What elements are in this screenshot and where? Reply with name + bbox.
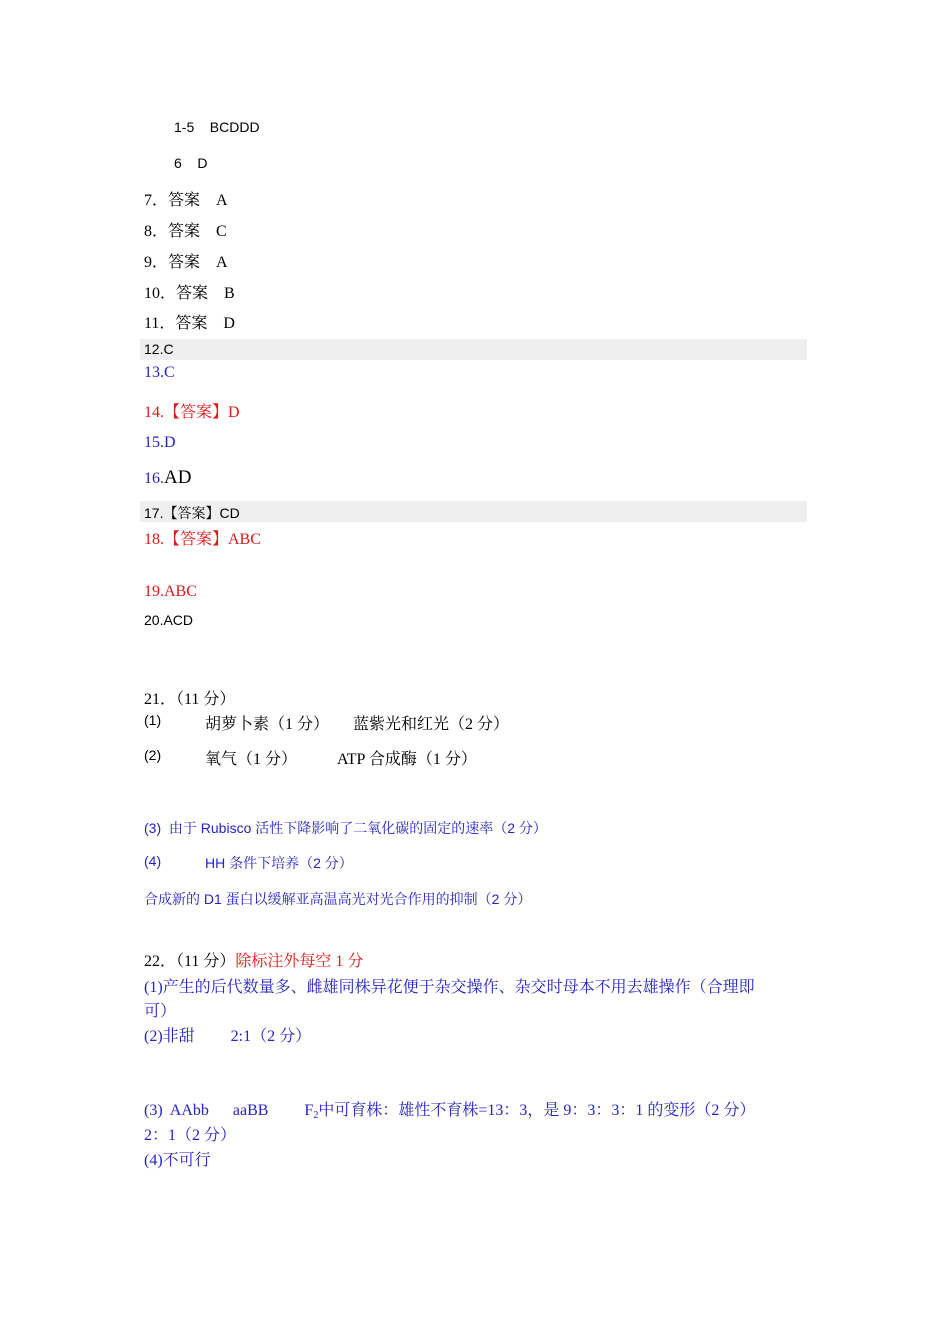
q21-part1-label: (1) xyxy=(144,712,162,728)
answer-8: 8．答案 C xyxy=(144,223,227,240)
q22-header xyxy=(144,948,363,971)
answer-19: 19.ABC xyxy=(144,583,197,600)
answer-10: 10．答案 B xyxy=(144,285,235,302)
q22-part3-line2: 2：1（2 分） xyxy=(144,1127,237,1144)
q22-part3-genotypes: (3) AAbb aaBB F xyxy=(144,1102,314,1119)
answer-12-highlight xyxy=(140,339,807,360)
q22-header-title: 22．（11 分） xyxy=(144,953,236,970)
q21-header: 21．（11 分） xyxy=(144,691,236,708)
q22-part1-line1: (1)产生的后代数量多、雌雄同株异花便于杂交操作、杂交时母本不用去雄操作（合理即 xyxy=(144,979,755,996)
answer-18: 18.【答案】ABC xyxy=(144,531,261,548)
answer-15: 15.D xyxy=(144,434,176,451)
q21-part4-continuation: 合成新的 D1 蛋白以缓解亚高温高光对光合作用的抑制（2 分） xyxy=(144,891,532,907)
answer-1-5: 1-5 BCDDD xyxy=(174,119,260,135)
q21-part2-text: 氧气（1 分） ATP 合成酶（1 分） xyxy=(205,751,477,768)
q22-part3 xyxy=(144,1097,755,1121)
q22-part1-line2: 可） xyxy=(144,1003,177,1020)
q22-part3-ratio: 中可育株：雄性不育株=13：3，是 9：3：3：1 的变形（2 分） xyxy=(318,1102,756,1119)
answer-7: 7．答案 A xyxy=(144,192,228,209)
q21-part2-label: (2) xyxy=(144,747,162,763)
q21-part3: (3) 由于 Rubisco 活性下降影响了二氧化碳的固定的速率（2 分） xyxy=(144,820,547,836)
answer-17: 17.【答案】CD xyxy=(144,505,240,521)
q21-part4-label: (4) xyxy=(144,853,162,869)
answer-16-value: AD xyxy=(164,467,192,488)
answer-14: 14.【答案】D xyxy=(144,404,240,421)
answer-13: 13.C xyxy=(144,364,175,381)
answer-16-number: 16. xyxy=(144,470,164,487)
answer-6: 6 D xyxy=(174,155,208,171)
answer-11: 11．答案 D xyxy=(144,315,235,332)
answer-12: 12.C xyxy=(144,341,174,357)
q22-part4: (4)不可行 xyxy=(144,1152,211,1169)
answer-17-highlight xyxy=(140,501,807,522)
q22-part2: (2)非甜 2:1（2 分） xyxy=(144,1028,312,1045)
q22-part3-subscript: 2 xyxy=(313,1110,319,1121)
answer-16 xyxy=(144,467,191,489)
q22-header-note: 除标注外每空 1 分 xyxy=(235,953,364,970)
q21-part4-text: HH 条件下培养（2 分） xyxy=(205,855,353,871)
answer-20: 20.ACD xyxy=(144,612,194,628)
answer-9: 9．答案 A xyxy=(144,254,228,271)
q21-part1-text: 胡萝卜素（1 分） 蓝紫光和红光（2 分） xyxy=(205,716,510,733)
